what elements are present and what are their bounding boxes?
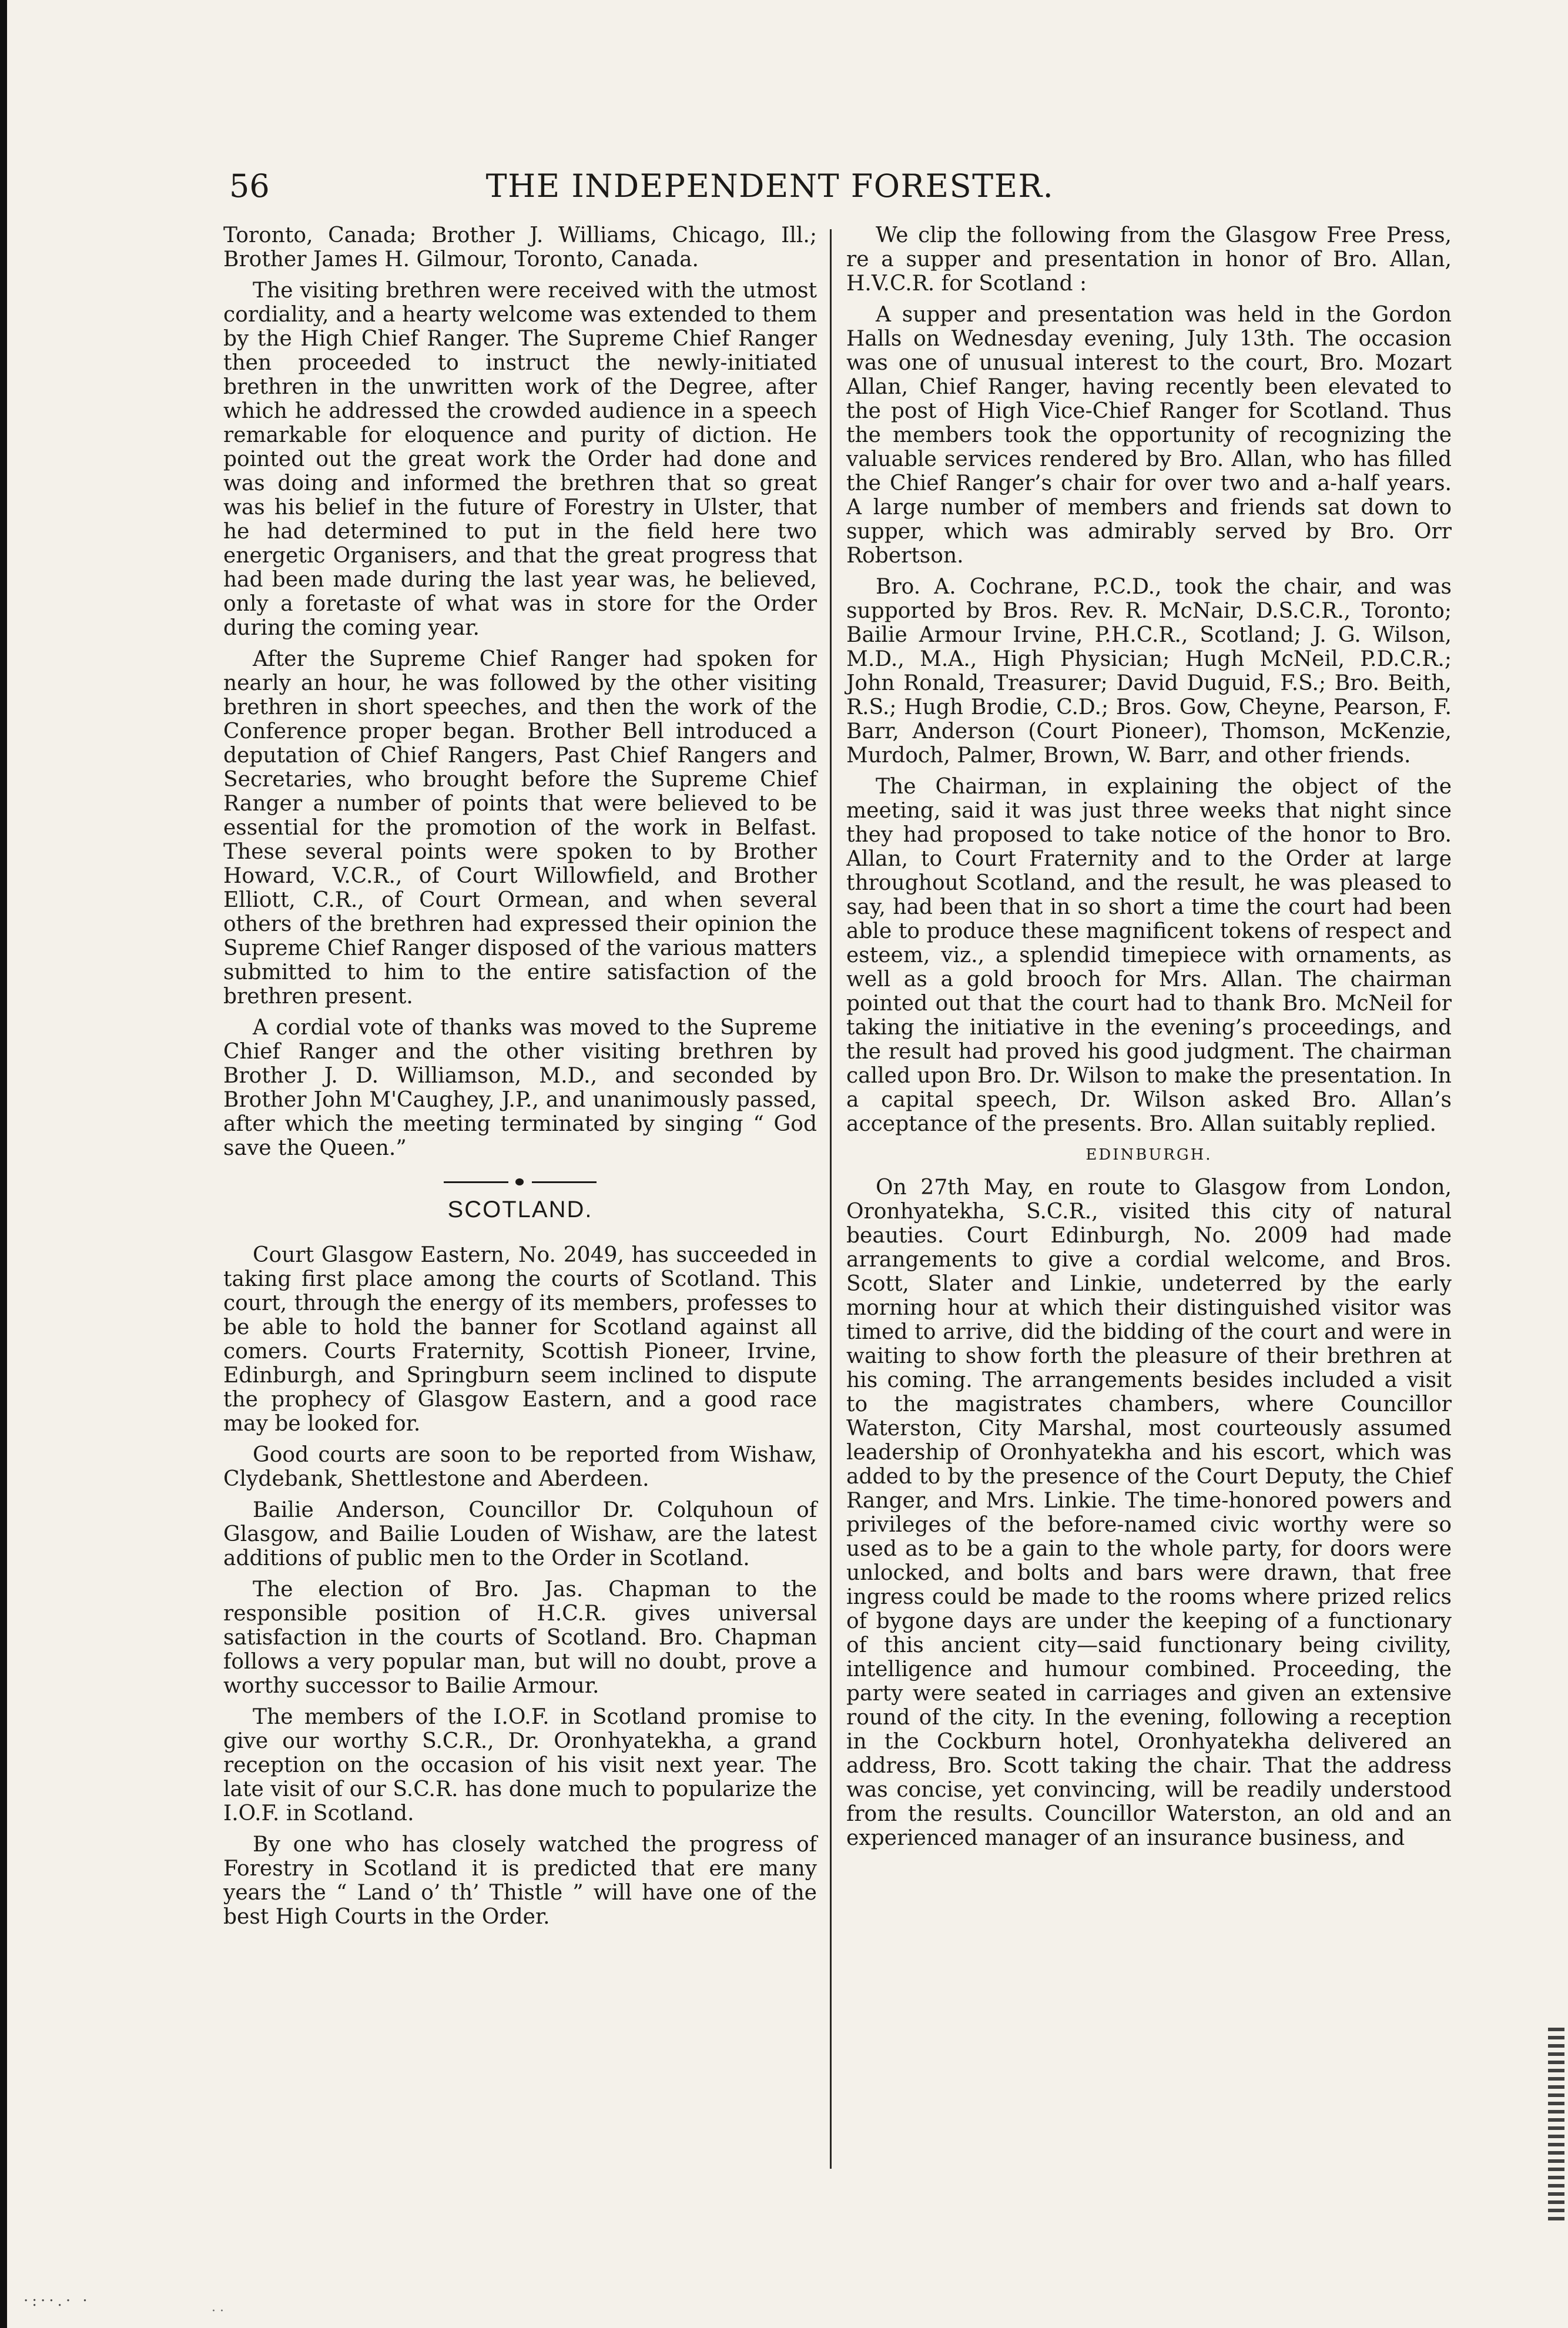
sub-heading-edinburgh: EDINBURGH.: [1085, 1146, 1212, 1164]
article-paragraph: The election of Bro. Jas. Chapman to the responsible position of H.C.R. gives universal satisfaction in the courts of Scotland. Bro. Chapman follows a very popular man, but will no doubt, prove a worthy successor to Bailie Armour.: [223, 1577, 817, 1698]
article-paragraph: Bailie Anderson, Councillor Dr. Colquhoun of Glasgow, and Bailie Louden of Wishaw, are the latest additions of public men to the Order in Scotland.: [223, 1498, 817, 1570]
margin-marks: ·:··.· ·: [24, 2292, 91, 2310]
article-paragraph: On 27th May, en route to Glasgow from London, Oronhyatekha, S.C.R., visited this city of natural beauties. Court Edinburgh, No. 2009 had made arrangements to give a cordial welcome, and Bros. Scott, Slater and Linkie, undeterred by the early morning hour at which their distinguished visitor was timed to arrive, did the bidding of the court and were in waiting to show forth the pleasure of their brethren at his coming. The arrangements besides included a visit to the magistrates chambers, where Councillor Waterston, City Marshal, most courteously assumed leadership of Oronhyatekha and his escort, which was added to by the presence of the Court Deputy, the Chief Ranger, and Mrs. Linkie. The time-honored powers and privileges of the before-named civic worthy were so used as to be a gain to the whole party, for doors were unlocked, and bolts and bars were drawn, that free ingress could be made to the rooms where prized relics of bygone days are under the keeping of a functionary of this ancient city—said functionary being civility, intelligence and humour combined. Proceeding, the party were seated in carriages and given an extensive round of the city. In the evening, following a reception in the Cockburn hotel, Oronhyatekha delivered an address, Bro. Scott taking the chair. That the address was concise, yet convincing, will be readily understood from the results. Councillor Waterston, an old and an experienced manager of an insurance business, and: [846, 1175, 1452, 1850]
article-paragraph: The visiting brethren were received with the utmost cordiality, and a hearty welcome was extended to them by the High Chief Ranger. The Supreme Chief Ranger then proceeded to instruct the newly-initiated brethren in the unwritten work of the Degree, after which he addressed the crowded audience in a speech remarkable for eloquence and purity of diction. He pointed out the great work the Order had done and was doing and informed the brethren that so great was his belief in the future of Forestry in Ulster, that he had determined to put in the field here two energetic Organisers, and that the great progress that had been made during the last year was, he believed, only a foretaste of what was in store for the Order during the coming year.: [223, 279, 817, 640]
page-header: [223, 168, 1316, 215]
page-number: 56: [229, 168, 270, 205]
article-paragraph: The Chairman, in explaining the object of the meeting, said it was just three weeks that night since they had proposed to take notice of the honor to Bro. Allan, to Court Fraternity and to the Order at large throughout Scotland, and the result, he was pleased to say, had been that in so short a time the court had been able to produce these magnificent tokens of respect and esteem, viz., a splendid timepiece with ornaments, as well as a gold brooch for Mrs. Allan. The chairman pointed out that the court had to thank Bro. McNeil for taking the initiative in the evening’s proceedings, and the result had proved his good judgment. The chairman called upon Bro. Dr. Wilson to make the presentation. In a capital speech, Dr. Wilson asked Bro. Allan’s acceptance of the presents. Bro. Allan suitably replied.: [846, 775, 1452, 1136]
article-paragraph: A supper and presentation was held in the Gordon Halls on Wednesday evening, July 13th. The occasion was one of unusual interest to the court, Bro. Mozart Allan, Chief Ranger, having recently been elevated to the post of High Vice-Chief Ranger for Scotland. Thus the members took the opportunity of recognizing the valuable services rendered by Bro. Allan, who has filled the Chief Ranger’s chair for over two and a-half years. A large number of members and friends sat down to supper, which was admirably served by Bro. Orr Robertson.: [846, 303, 1452, 568]
article-paragraph: The members of the I.O.F. in Scotland promise to give our worthy S.C.R., Dr. Oronhyatekha, a grand reception on the occasion of his visit next year. The late visit of our S.C.R. has done much to popularize the I.O.F. in Scotland.: [223, 1705, 817, 1825]
article-paragraph: By one who has closely watched the progress of Forestry in Scotland it is predicted that ere many years the “ Land o’ th’ Thistle ” will have one of the best High Courts in the Order.: [223, 1833, 817, 1929]
article-paragraph: Good courts are soon to be reported from Wishaw, Clydebank, Shettlestone and Aberdeen.: [223, 1443, 817, 1491]
article-paragraph: Court Glasgow Eastern, No. 2049, has succeeded in taking first place among the courts of Scotland. This court, through the energy of its members, professes to be able to hold the banner for Scotland against all comers. Courts Fraternity, Scottish Pioneer, Irvine, Edinburgh, and Springburn seem inclined to dispute the prophecy of Glasgow Eastern, and a good race may be looked for.: [223, 1243, 817, 1436]
article-paragraph: After the Supreme Chief Ranger had spoken for nearly an hour, he was followed by the other visiting brethren in short speeches, and then the work of the Conference proper began. Brother Bell introduced a deputation of Chief Rangers, Past Chief Rangers and Secretaries, who brought before the Supreme Chief Ranger a number of points that were believed to be essential for the promotion of the work in Belfast. These several points were spoken to by Brother Howard, V.C.R., of Court Willowfield, and Brother Elliott, C.R., of Court Ormean, and when several others of the brethren had expressed their opinion the Supreme Chief Ranger disposed of the various matters submitted to him to the entire satisfaction of the brethren present.: [223, 647, 817, 1009]
article-paragraph: A cordial vote of thanks was moved to the Supreme Chief Ranger and the other visiting brethren by Brother J. D. Williamson, M.D., and seconded by Brother John M'Caughey, J.P., and unanimously passed, after which the meeting terminated by singing “ God save the Queen.”: [223, 1016, 817, 1160]
article-paragraph: Toronto, Canada; Brother J. Williams, Chicago, Ill.; Brother James H. Gilmour, Toronto, Canada.: [223, 223, 817, 272]
article-paragraph: Bro. A. Cochrane, P.C.D., took the chair, and was supported by Bros. Rev. R. McNair, D.S.C.R., Toronto; Bailie Armour Irvine, P.H.C.R., Scotland; J. G. Wilson, M.D., M.A., High Physician; Hugh McNeil, P.D.C.R.; John Ronald, Treasurer; David Duguid, F.S.; Bro. Beith, R.S.; Hugh Brodie, C.D.; Bros. Gow, Cheyne, Pearson, F. Barr, Anderson (Court Pioneer), Thomson, McKenzie, Murdoch, Palmer, Brown, W. Barr, and other friends.: [846, 575, 1452, 768]
left-column: [223, 223, 817, 1936]
right-column: [846, 223, 1452, 1857]
page-edge-marks: [1548, 2028, 1564, 2222]
column-rule: [830, 229, 832, 2169]
journal-title: THE INDEPENDENT FORESTER.: [485, 168, 1054, 205]
section-divider-ornament: [444, 1177, 597, 1187]
section-heading-scotland: SCOTLAND.: [447, 1197, 593, 1222]
margin-marks: · ·: [212, 2304, 224, 2319]
article-paragraph: We clip the following from the Glasgow Free Press, re a supper and presentation in honor of Bro. Allan, H.V.C.R. for Scotland :: [846, 223, 1452, 296]
binding-edge: [0, 0, 7, 2328]
